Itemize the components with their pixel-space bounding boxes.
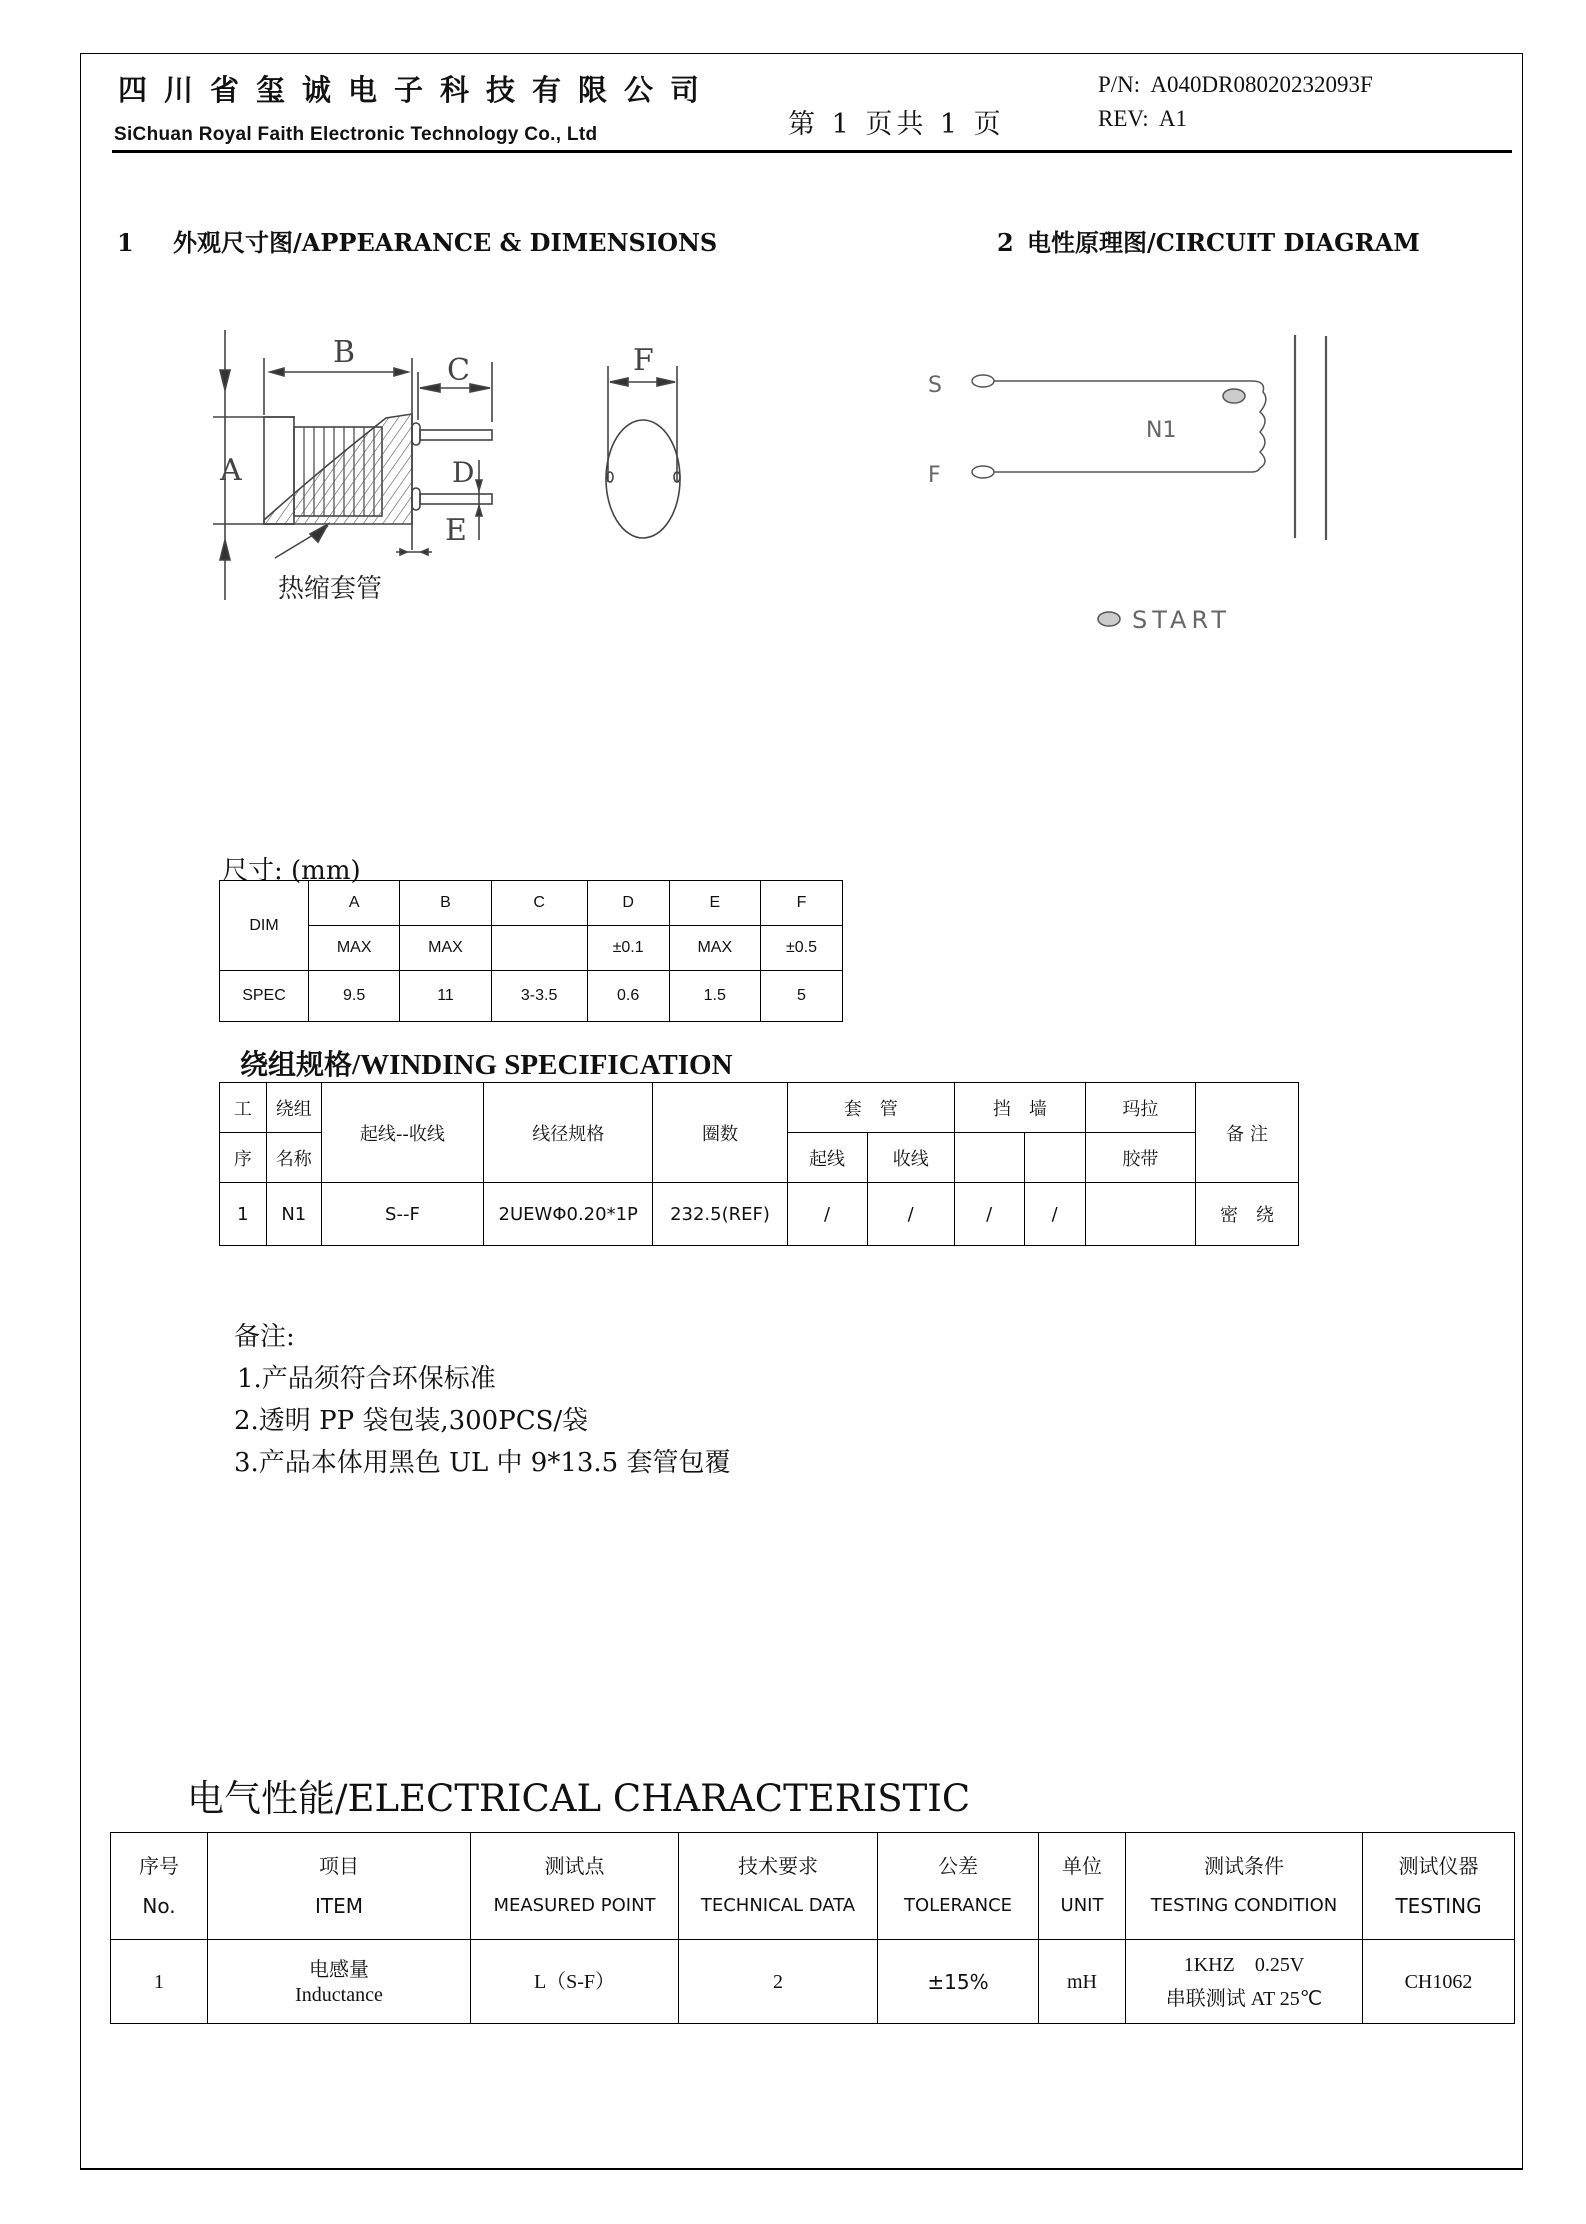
condition-line: 1KHZ 0.25V xyxy=(1183,1953,1305,1976)
hdr-tolerance xyxy=(878,1833,1039,1940)
dimensions-table xyxy=(219,880,843,1022)
hdr-en: TOLERANCE xyxy=(903,1895,1013,1916)
section-title-cn: 电性原理图 xyxy=(1027,229,1147,257)
hdr-cn: 单位 xyxy=(1062,1854,1102,1878)
hdr-measured-point xyxy=(471,1833,679,1940)
dim-col-tolerance: MAX xyxy=(669,926,760,971)
cell-remark: 密 绕 xyxy=(1196,1183,1299,1246)
hdr-wall-2 xyxy=(1024,1133,1085,1183)
circuit-diagram xyxy=(900,320,1380,650)
hdr-cn: 序号 xyxy=(139,1854,179,1878)
cell-step: 1 xyxy=(220,1183,267,1246)
dim-spec-value: 11 xyxy=(400,971,491,1022)
cell-wall-1: / xyxy=(954,1183,1024,1246)
part-number xyxy=(1098,72,1373,98)
hdr-unit xyxy=(1039,1833,1126,1940)
hdr-turns: 圈数 xyxy=(653,1083,787,1183)
note-item: 1.产品须符合环保标准 xyxy=(237,1364,496,1394)
dim-spec-value: 0.6 xyxy=(587,971,669,1022)
hdr-tape-2: 胶带 xyxy=(1085,1133,1195,1183)
hdr-step-1: 工 xyxy=(220,1083,267,1133)
hdr-technical-data xyxy=(679,1833,878,1940)
hdr-en: TESTING CONDITION xyxy=(1150,1895,1338,1916)
notes-block xyxy=(234,1316,730,1484)
electrical-caption-cn: 电气性能 xyxy=(187,1777,335,1820)
company-name-en: SiChuan Royal Faith Electronic Technology Co., Ltd xyxy=(114,124,598,145)
notes-title: 备注: xyxy=(234,1322,295,1352)
appearance-dimension-drawing xyxy=(200,310,900,630)
hdr-sleeve: 套 管 xyxy=(787,1083,954,1133)
cell-tape xyxy=(1085,1183,1195,1246)
cell-wire: 2UEWΦ0.20*1P xyxy=(484,1183,653,1246)
hdr-name-1: 绕组 xyxy=(266,1083,321,1133)
dim-col-tolerance: MAX xyxy=(309,926,400,971)
dim-spec-value: 9.5 xyxy=(309,971,400,1022)
winding-table xyxy=(219,1082,1299,1246)
cell-sleeve-start: / xyxy=(787,1183,867,1246)
hdr-en: ITEM xyxy=(314,1894,363,1918)
cell-instrument: CH1062 xyxy=(1363,1940,1515,2024)
revision xyxy=(1098,106,1187,132)
section-number: 1 xyxy=(117,228,134,257)
item-en: Inductance xyxy=(295,1983,383,2006)
table-row xyxy=(111,1940,1515,2024)
cell-wall-2: / xyxy=(1024,1183,1085,1246)
section-title-en: /APPEARANCE & DIMENSIONS xyxy=(293,228,718,257)
hdr-testing-instrument xyxy=(1363,1833,1515,1940)
dim-label-c: C xyxy=(447,353,470,388)
dimensions-caption: 尺寸: (mm) xyxy=(222,856,361,886)
note-item: 2.透明 PP 袋包装,300PCS/袋 xyxy=(234,1406,589,1436)
section-appearance-title xyxy=(117,223,717,258)
terminal-label-s: S xyxy=(928,373,942,398)
electrical-caption xyxy=(187,1768,970,1822)
cell-turns: 232.5(REF) xyxy=(653,1183,787,1246)
dim-col-name: F xyxy=(760,881,842,926)
dim-col-tolerance: ±0.5 xyxy=(760,926,842,971)
dim-spec-value: 3-3.5 xyxy=(491,971,587,1022)
table-row xyxy=(220,1183,1299,1246)
condition-line: 串联测试 AT 25℃ xyxy=(1165,1987,1323,2010)
dim-label-a: A xyxy=(220,453,242,488)
dim-label-b: B xyxy=(333,335,356,370)
dim-label-e: E xyxy=(445,513,467,548)
hdr-sleeve-finish: 收线 xyxy=(867,1133,954,1183)
hdr-tape-1: 玛拉 xyxy=(1085,1083,1195,1133)
hdr-en: TECHNICAL DATA xyxy=(700,1895,856,1916)
hdr-wire: 线径规格 xyxy=(484,1083,653,1183)
hdr-cn: 项目 xyxy=(319,1854,359,1878)
dim-label-f: F xyxy=(633,343,654,378)
hdr-wall-1 xyxy=(954,1133,1024,1183)
section-title-en: /CIRCUIT DIAGRAM xyxy=(1147,228,1420,257)
revision-label: REV: xyxy=(1098,106,1149,131)
hdr-cn: 测试条件 xyxy=(1204,1854,1284,1878)
dim-col-name: D xyxy=(587,881,669,926)
hdr-cn: 技术要求 xyxy=(738,1854,818,1878)
hdr-cn: 测试仪器 xyxy=(1398,1854,1479,1878)
hdr-wall: 挡 墙 xyxy=(954,1083,1085,1133)
dim-col-name: C xyxy=(491,881,587,926)
hdr-remark: 备 注 xyxy=(1196,1083,1299,1183)
cell-no: 1 xyxy=(111,1940,208,2024)
page-indicator: 第 1 页共 1 页 xyxy=(788,109,1005,140)
electrical-table xyxy=(110,1832,1515,2024)
dim-col-tolerance: ±0.1 xyxy=(587,926,669,971)
dim-col-tolerance: MAX xyxy=(400,926,491,971)
hdr-sleeve-start: 起线 xyxy=(787,1133,867,1183)
hdr-cn: 公差 xyxy=(938,1854,978,1878)
section-number: 2 xyxy=(997,228,1014,257)
sleeve-label: 热缩套管 xyxy=(278,574,383,604)
dim-label-d: D xyxy=(452,456,475,489)
cell-name: N1 xyxy=(266,1183,321,1246)
cell-unit: mH xyxy=(1039,1940,1126,2024)
winding-caption-en: /WINDING SPECIFICATION xyxy=(352,1049,733,1081)
hdr-en: TESTING xyxy=(1395,1894,1482,1918)
hdr-testing-condition xyxy=(1126,1833,1363,1940)
cell-start-finish: S--F xyxy=(321,1183,483,1246)
company-name-cn: 四川省玺诚电子科技有限公司 xyxy=(118,73,717,107)
dim-col-tolerance xyxy=(491,926,587,971)
cell-tolerance: ±15% xyxy=(878,1940,1039,2024)
start-legend: START xyxy=(1132,606,1232,634)
dim-col-name: B xyxy=(400,881,491,926)
hdr-item xyxy=(208,1833,471,1940)
terminal-label-f: F xyxy=(928,463,941,488)
start-dot-icon xyxy=(1223,389,1245,403)
section-title-cn: 外观尺寸图 xyxy=(173,229,293,257)
winding-caption-cn: 绕组规格 xyxy=(240,1048,353,1081)
hdr-en: MEASURED POINT xyxy=(493,1895,656,1916)
dim-spec-value: 5 xyxy=(760,971,842,1022)
hdr-no xyxy=(111,1833,208,1940)
note-item: 3.产品本体用黑色 UL 中 9*13.5 套管包覆 xyxy=(234,1448,731,1478)
part-number-label: P/N: xyxy=(1098,72,1141,97)
electrical-caption-en: /ELECTRICAL CHARACTERISTIC xyxy=(335,1777,971,1820)
hdr-start-finish: 起线--收线 xyxy=(321,1083,483,1183)
dim-col-name: E xyxy=(669,881,760,926)
cell-item xyxy=(208,1940,471,2024)
revision-value: A1 xyxy=(1158,106,1188,131)
spec-row-label: SPEC xyxy=(220,971,309,1022)
item-cn: 电感量 xyxy=(309,1956,369,1981)
dim-col-name: A xyxy=(309,881,400,926)
winding-caption xyxy=(240,1043,733,1083)
dim-row-label: DIM xyxy=(220,881,309,971)
header-rule xyxy=(112,150,1512,153)
winding-label: N1 xyxy=(1146,418,1177,443)
section-circuit-title xyxy=(997,223,1420,258)
hdr-cn: 测试点 xyxy=(544,1854,605,1878)
cell-measured-point: L（S-F） xyxy=(471,1940,679,2024)
part-number-value: A040DR08020232093F xyxy=(1150,72,1373,97)
dim-spec-value: 1.5 xyxy=(669,971,760,1022)
hdr-en: UNIT xyxy=(1060,1895,1104,1916)
cell-sleeve-finish: / xyxy=(867,1183,954,1246)
cell-testing-condition xyxy=(1126,1940,1363,2024)
hdr-name-2: 名称 xyxy=(266,1133,321,1183)
cell-technical-data: 2 xyxy=(679,1940,878,2024)
hdr-en: No. xyxy=(142,1894,176,1918)
hdr-step-2: 序 xyxy=(220,1133,267,1183)
